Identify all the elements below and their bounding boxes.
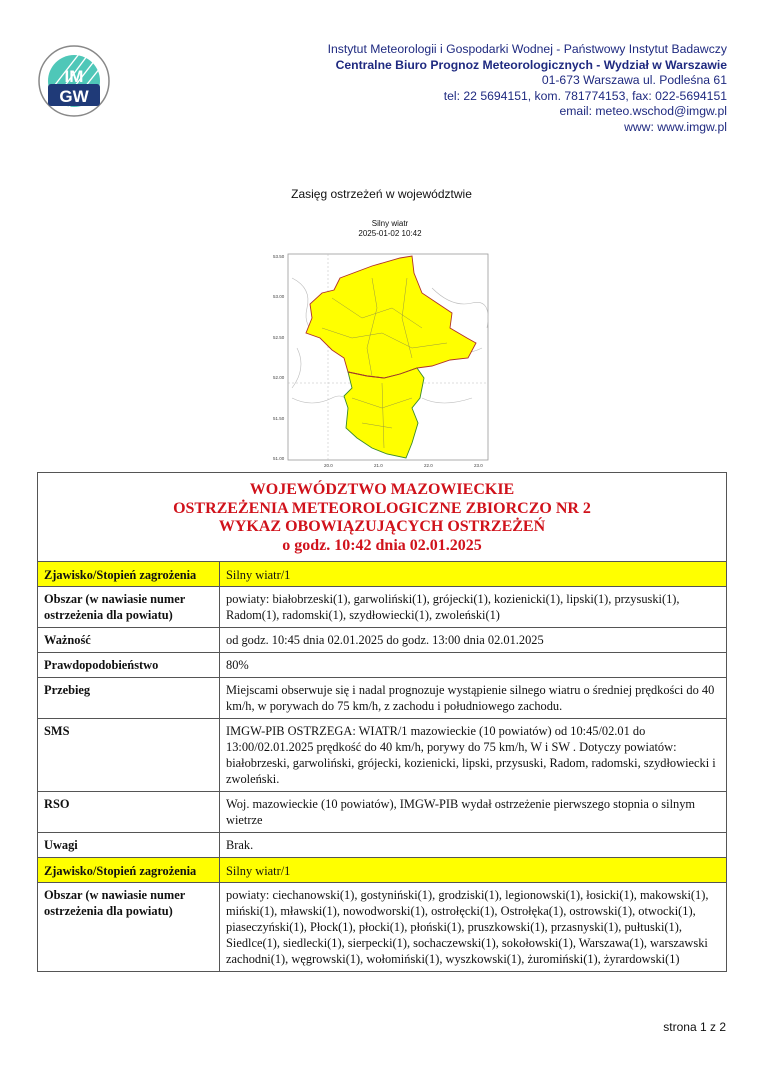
row-value: Woj. mazowieckie (10 powiatów), IMGW-PIB wydał ostrzeżenie pierwszego stopnia o silnym wietrze [220, 792, 727, 833]
table-row [38, 678, 727, 719]
row-label: Zjawisko/Stopień zagrożenia [38, 562, 220, 587]
row-value: Miejscami obserwuje się i nadal prognozuje wystąpienie silnego wiatru o średniej prędkości do 40 km/h, w porywach do 75 km/h, z zachodu i południowego zachodu. [220, 678, 727, 719]
row-value: IMGW-PIB OSTRZEGA: WIATR/1 mazowieckie (10 powiatów) od 10:45/02.01 do 13:00/02.01.2025 prędkość do 40 km/h, porywy do 75 km/h, W i SW . Dotyczy powiatów: białobrzeski, garwoliński, grójecki, kozienicki, lipski, przysuski, Radom, radomski, szydłowiecki i zwoleński. [220, 719, 727, 792]
row-value: Silny wiatr/1 [220, 858, 727, 883]
warnings-table [37, 472, 727, 972]
row-value: powiaty: ciechanowski(1), gostyniński(1), grodziski(1), legionowski(1), łosicki(1), makowski(1), miński(1), mławski(1), nowodworski(1), ostrołęcki(1), Ostrołęka(1), ostrowski(1), otwocki(1), piaseczyński(1), Płock(1), płocki(1), płoński(1), pruszkowski(1), przasnyski(1), pułtuski(1), Siedlce(1), siedlecki(1), sierpecki(1), sochaczewski(1), sokołowski(1), Warszawa(1), warszawski zachodni(1), węgrowski(1), wołomiński(1), wyszkowski(1), żuromiński(1), żyrardowski(1) [220, 883, 727, 972]
page-number: strona 1 z 2 [663, 1020, 726, 1034]
map-subtitle [300, 219, 480, 239]
row-label: Obszar (w nawiasie numer ostrzeżenia dla powiatu) [38, 883, 220, 972]
department-name: Centralne Biuro Prognoz Meteorologicznych - Wydział w Warszawie [335, 57, 727, 72]
title-line: OSTRZEŻENIA METEOROLOGICZNE ZBIORCZO NR 2 [173, 499, 591, 517]
lon-tick: 21.0 [374, 463, 383, 468]
row-value: 80% [220, 653, 727, 678]
report-title [38, 473, 727, 562]
map-datetime: 2025-01-02 10:42 [358, 229, 422, 238]
row-value: Silny wiatr/1 [220, 562, 727, 587]
lon-tick: 22.0 [424, 463, 433, 468]
row-label: Zjawisko/Stopień zagrożenia [38, 858, 220, 883]
row-label: Ważność [38, 628, 220, 653]
lat-tick: 53.50 [273, 254, 285, 259]
row-value: od godz. 10:45 dnia 02.01.2025 do godz. 13:00 dnia 02.01.2025 [220, 628, 727, 653]
table-row [38, 792, 727, 833]
lat-tick: 52.50 [273, 335, 285, 340]
row-label: RSO [38, 792, 220, 833]
imgw-logo [37, 44, 111, 118]
table-row [38, 883, 727, 972]
svg-text:GW: GW [59, 87, 89, 106]
table-row [38, 628, 727, 653]
row-label: Uwagi [38, 833, 220, 858]
address: 01-673 Warszawa ul. Podleśna 61 [541, 73, 727, 88]
warning-map [272, 248, 494, 470]
title-line: WOJEWÓDZTWO MAZOWIECKIE [249, 481, 515, 498]
row-value: Brak. [220, 833, 727, 858]
table-row [38, 562, 727, 587]
lat-tick: 51.50 [273, 416, 285, 421]
lon-tick: 20.0 [324, 463, 333, 468]
institute-header [328, 42, 727, 136]
row-label: Obszar (w nawiasie numer ostrzeżenia dla powiatu) [38, 587, 220, 628]
svg-text:IM: IM [64, 67, 84, 86]
table-row [38, 719, 727, 792]
lat-tick: 53.00 [273, 294, 285, 299]
lat-tick: 51.00 [273, 456, 285, 461]
title-line: WYKAZ OBOWIĄZUJĄCYCH OSTRZEŻEŃ [218, 518, 546, 535]
row-value: powiaty: białobrzeski(1), garwoliński(1), grójecki(1), kozienicki(1), lipski(1), przysuski(1), Radom(1), radomski(1), szydłowiecki(1), zwoleński(1) [220, 587, 727, 628]
table-row [38, 858, 727, 883]
institute-name: Instytut Meteorologii i Gospodarki Wodnej - Państwowy Instytut Badawczy [327, 42, 727, 56]
table-row [38, 653, 727, 678]
phone: tel: 22 5694151, kom. 781774153, fax: 022-5694151 [443, 88, 727, 103]
website: www: www.imgw.pl [624, 119, 727, 134]
email: email: meteo.wschod@imgw.pl [559, 104, 727, 119]
title-line: o godz. 10:42 dnia 02.01.2025 [282, 536, 482, 554]
table-row [38, 833, 727, 858]
row-label: SMS [38, 719, 220, 792]
table-row [38, 587, 727, 628]
map-title: Zasięg ostrzeżeń w województwie [291, 187, 472, 201]
row-label: Przebieg [38, 678, 220, 719]
row-label: Prawdopodobieństwo [38, 653, 220, 678]
map-phenomenon: Silny wiatr [371, 219, 409, 228]
lat-tick: 52.00 [273, 375, 285, 380]
lon-tick: 23.0 [474, 463, 483, 468]
